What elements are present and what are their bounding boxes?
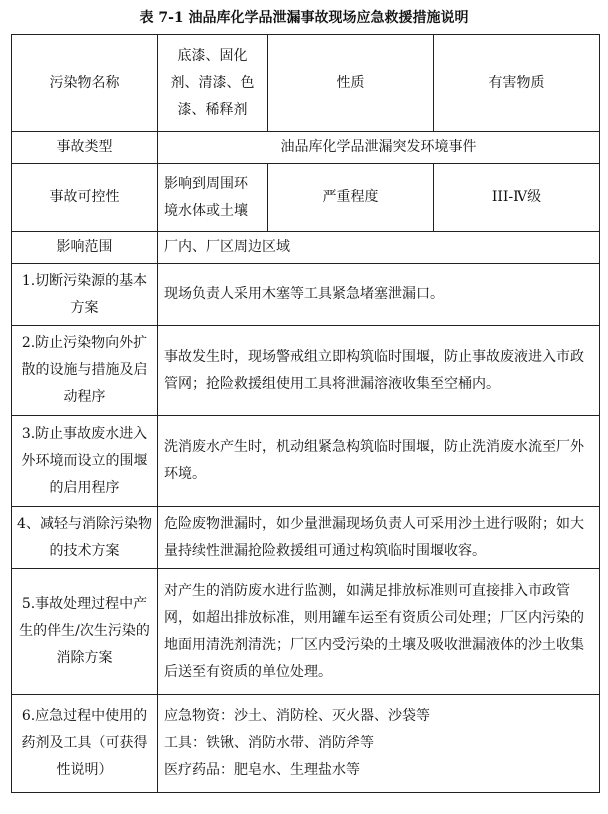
- controllability-label: 事故可控性: [12, 164, 158, 232]
- row5-value: 对产生的消防废水进行监测，如满足排放标准则可直接排入市政管网，如超出排放标准，则用罐车运至有资质公司处理；厂区内污染的地面用清洗剂清洗；厂区内受污染的土壤及吸收泄漏液体的沙土收集后送至有资质的单位处理。: [158, 569, 600, 695]
- table-row: [12, 264, 600, 326]
- table-row: [12, 416, 600, 507]
- table-row: [12, 326, 600, 416]
- row4-label: 4、减轻与消除污染物的技术方案: [12, 507, 158, 569]
- row3-label: 3.防止事故废水进入外环境而设立的围堰的启用程序: [12, 416, 158, 507]
- pollutant-name: 底漆、固化剂、清漆、色漆、稀释剂: [158, 35, 268, 132]
- row2-value: 事故发生时，现场警戒组立即构筑临时围堰，防止事故废液进入市政管网；抢险救援组使用工具将泄漏溶液收集至空桶内。: [158, 326, 600, 416]
- medicine-line: 医疗药品：肥皂水、生理盐水等: [164, 762, 360, 778]
- emergency-measures-table: [11, 34, 600, 793]
- controllability-value: 影响到周围环境水体或土壤: [158, 164, 268, 232]
- row3-value: 洗消废水产生时，机动组紧急构筑临时围堰，防止洗消废水流至厂外环境。: [158, 416, 600, 507]
- scope-label: 影响范围: [12, 232, 158, 264]
- hazard-header: 有害物质: [434, 35, 600, 132]
- table-title: 表 7-1 油品库化学品泄漏事故现场应急救援措施说明: [139, 10, 469, 26]
- row6-value: [158, 695, 600, 793]
- supplies-line: 应急物资：沙土、消防栓、灭火器、沙袋等: [164, 708, 430, 724]
- row1-label: 1.切断污染源的基本方案: [12, 264, 158, 326]
- table-row: [12, 35, 600, 132]
- table-row: [12, 507, 600, 569]
- table-row: [12, 164, 600, 232]
- accident-type-value: 油品库化学品泄漏突发环境事件: [158, 132, 600, 164]
- row4-value: 危险废物泄漏时，如少量泄漏现场负责人可采用沙土进行吸附；如大量持续性泄漏抢险救援组可通过构筑临时围堰收容。: [158, 507, 600, 569]
- pollutant-label: 污染物名称: [12, 35, 158, 132]
- table-row: [12, 569, 600, 695]
- row6-label: 6.应急过程中使用的药剂及工具（可获得性说明）: [12, 695, 158, 793]
- severity-value: III-Ⅳ级: [434, 164, 600, 232]
- row5-label: 5.事故处理过程中产生的伴生/次生污染的消除方案: [12, 569, 158, 695]
- property-header: 性质: [268, 35, 434, 132]
- accident-type-label: 事故类型: [12, 132, 158, 164]
- table-row: [12, 132, 600, 164]
- scope-value: 厂内、厂区周边区域: [158, 232, 600, 264]
- table-row: [12, 695, 600, 793]
- table-row: [12, 232, 600, 264]
- row2-label: 2.防止污染物向外扩散的设施与措施及启动程序: [12, 326, 158, 416]
- row1-value: 现场负责人采用木塞等工具紧急堵塞泄漏口。: [158, 264, 600, 326]
- tools-line: 工具：铁锹、消防水带、消防斧等: [164, 735, 374, 751]
- severity-header: 严重程度: [268, 164, 434, 232]
